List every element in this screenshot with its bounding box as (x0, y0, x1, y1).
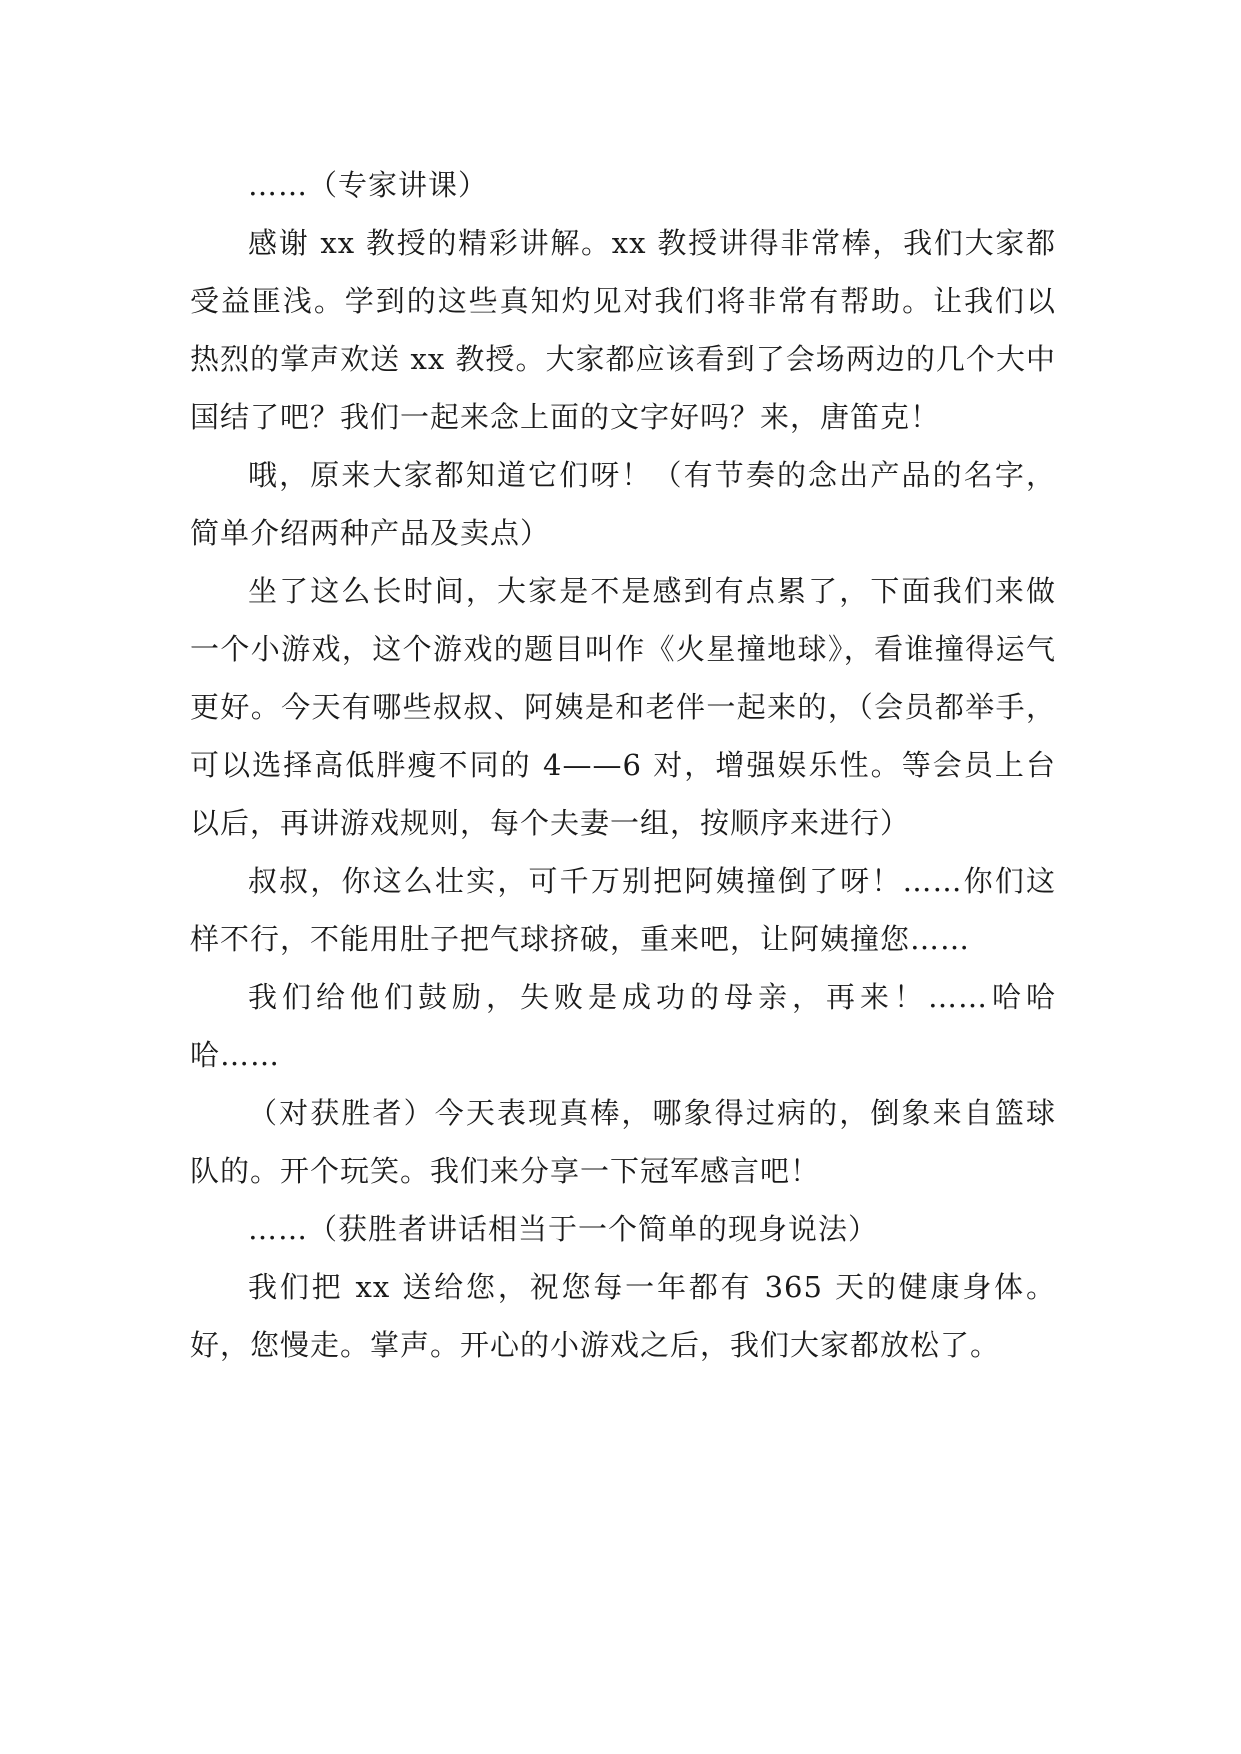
paragraph-encouragement: 我们给他们鼓励，失败是成功的母亲，再来！……哈哈哈…… (190, 980, 1056, 1072)
paragraph-closing: 我们把 xx 送给您，祝您每一年都有 365 天的健康身体。好，您慢走。掌声。开心的小游戏之后，我们大家都放松了。 (190, 1270, 1056, 1362)
paragraph-product-intro: 哦，原来大家都知道它们呀！（有节奏的念出产品的名字，简单介绍两种产品及卖点） (190, 458, 1056, 550)
paragraph-expert-lecture: ……（专家讲课） (248, 168, 489, 202)
paragraph-thanks-professor: 感谢 xx 教授的精彩讲解。xx 教授讲得非常棒，我们大家都受益匪浅。学到的这些真知灼见对我们将非常有帮助。让我们以热烈的掌声欢送 xx 教授。大家都应该看到了会场两边的几个大中国结了吧？我们一起来念上面的文字好吗？来，唐笛克！ (190, 226, 1056, 434)
paragraph-winner: （对获胜者）今天表现真棒，哪象得过病的，倒象来自篮球队的。开个玩笑。我们来分享一下冠军感言吧！ (190, 1096, 1056, 1188)
document-page (190, 156, 1056, 1374)
paragraph-winner-speech: ……（获胜者讲话相当于一个简单的现身说法） (248, 1212, 879, 1246)
paragraph-game-banter: 叔叔，你这么壮实，可千万别把阿姨撞倒了呀！……你们这样不行，不能用肚子把气球挤破，重来吧，让阿姨撞您…… (190, 864, 1056, 956)
paragraph-game-intro: 坐了这么长时间，大家是不是感到有点累了，下面我们来做一个小游戏，这个游戏的题目叫作《火星撞地球》，看谁撞得运气更好。今天有哪些叔叔、阿姨是和老伴一起来的，（会员都举手，可以选择高低胖瘦不同的 4——6 对，增强娱乐性。等会员上台以后，再讲游戏规则，每个夫妻一组，按顺序来进行） (190, 574, 1056, 840)
